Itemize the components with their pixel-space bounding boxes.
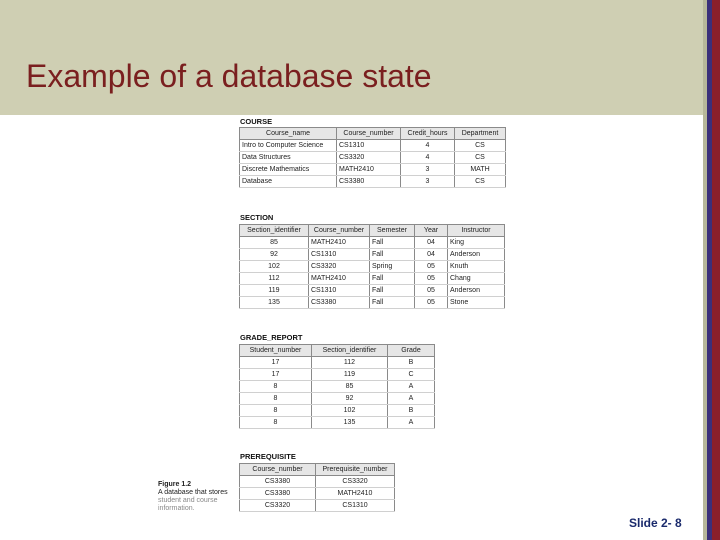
table-cell: 3 [401,164,455,176]
slide-title: Example of a database state [26,58,432,94]
figure-caption-line: A database that stores [158,489,228,496]
table-cell: Fall [370,285,415,297]
column-header: Prerequisite_number [316,464,395,476]
table-cell: CS1310 [309,285,370,297]
table-cell: Fall [370,249,415,261]
table-cell: CS3320 [316,476,395,488]
figure-caption [158,481,238,513]
table-cell: CS3380 [309,297,370,309]
table-cell: CS3380 [337,176,401,188]
table-row [240,249,505,261]
figure-caption-line: information. [158,505,195,512]
table-cell: CS [455,176,506,188]
section-table-title: SECTION [240,213,274,222]
prerequisite-table [239,463,395,512]
table-cell: 135 [312,417,388,429]
table-cell: 8 [240,393,312,405]
table-cell: Anderson [448,285,505,297]
table-cell: CS3320 [337,152,401,164]
table-cell: MATH2410 [309,273,370,285]
table-cell: CS3380 [240,488,316,500]
table-cell: CS1310 [309,249,370,261]
table-cell: 102 [312,405,388,417]
table-cell: CS1310 [316,500,395,512]
table-cell: Intro to Computer Science [240,140,337,152]
table-cell: 05 [415,273,448,285]
table-cell: 85 [312,381,388,393]
table-cell: C [388,369,435,381]
figure-caption-line: student and course [158,497,218,504]
table-cell: 05 [415,261,448,273]
table-row [240,273,505,285]
grade-report-table [239,344,435,429]
table-row [240,369,435,381]
table-row [240,500,395,512]
course-table-title: COURSE [240,117,273,126]
table-cell: 112 [312,357,388,369]
table-cell: A [388,417,435,429]
column-header: Student_number [240,345,312,357]
table-cell: 3 [401,176,455,188]
table-row [240,417,435,429]
table-cell: Spring [370,261,415,273]
table-cell: 112 [240,273,309,285]
table-row [240,393,435,405]
edge-stripe-red [712,0,720,540]
table-cell: 119 [312,369,388,381]
grade-report-table-title: GRADE_REPORT [240,333,303,342]
table-cell: A [388,381,435,393]
table-row [240,285,505,297]
table-cell: B [388,357,435,369]
table-cell: CS [455,152,506,164]
prerequisite-table-title: PREREQUISITE [240,452,296,461]
table-cell: CS3380 [240,476,316,488]
table-header-row [240,464,395,476]
table-cell: King [448,237,505,249]
table-row [240,261,505,273]
table-cell: 85 [240,237,309,249]
table-cell: Fall [370,273,415,285]
table-cell: 8 [240,381,312,393]
table-row [240,237,505,249]
table-cell: 17 [240,357,312,369]
table-cell: CS [455,140,506,152]
table-header-row [240,225,505,237]
table-row [240,140,506,152]
table-cell: B [388,405,435,417]
column-header: Instructor [448,225,505,237]
table-cell: 119 [240,285,309,297]
column-header: Department [455,128,506,140]
table-cell: 17 [240,369,312,381]
table-cell: 102 [240,261,309,273]
column-header: Year [415,225,448,237]
column-header: Course_number [337,128,401,140]
table-cell: Data Structures [240,152,337,164]
table-cell: MATH2410 [309,237,370,249]
table-cell: 92 [312,393,388,405]
column-header: Course_name [240,128,337,140]
table-row [240,152,506,164]
table-cell: Fall [370,297,415,309]
section-table [239,224,505,309]
table-cell: 8 [240,405,312,417]
table-cell: Database [240,176,337,188]
table-row [240,488,395,500]
table-row [240,381,435,393]
table-cell: 04 [415,237,448,249]
table-cell: 05 [415,297,448,309]
table-row [240,297,505,309]
table-cell: MATH2410 [316,488,395,500]
column-header: Grade [388,345,435,357]
table-header-row [240,128,506,140]
table-cell: 4 [401,140,455,152]
column-header: Semester [370,225,415,237]
table-cell: A [388,393,435,405]
table-cell: 135 [240,297,309,309]
table-cell: 92 [240,249,309,261]
table-cell: Stone [448,297,505,309]
table-cell: 4 [401,152,455,164]
course-table [239,127,506,188]
table-header-row [240,345,435,357]
slide-number: Slide 2- 8 [629,516,682,530]
table-row [240,357,435,369]
column-header: Section_identifier [240,225,309,237]
table-row [240,405,435,417]
column-header: Section_identifier [312,345,388,357]
figure-label: Figure 1.2 [158,481,192,488]
table-cell: Knuth [448,261,505,273]
column-header: Credit_hours [401,128,455,140]
table-cell: Discrete Mathematics [240,164,337,176]
table-cell: CS3320 [240,500,316,512]
table-cell: MATH2410 [337,164,401,176]
table-row [240,176,506,188]
table-cell: 05 [415,285,448,297]
column-header: Course_number [240,464,316,476]
table-cell: MATH [455,164,506,176]
column-header: Course_number [309,225,370,237]
table-cell: CS3320 [309,261,370,273]
table-cell: Anderson [448,249,505,261]
table-row [240,476,395,488]
table-cell: Chang [448,273,505,285]
table-row [240,164,506,176]
table-cell: Fall [370,237,415,249]
table-cell: 04 [415,249,448,261]
table-cell: CS1310 [337,140,401,152]
table-cell: 8 [240,417,312,429]
